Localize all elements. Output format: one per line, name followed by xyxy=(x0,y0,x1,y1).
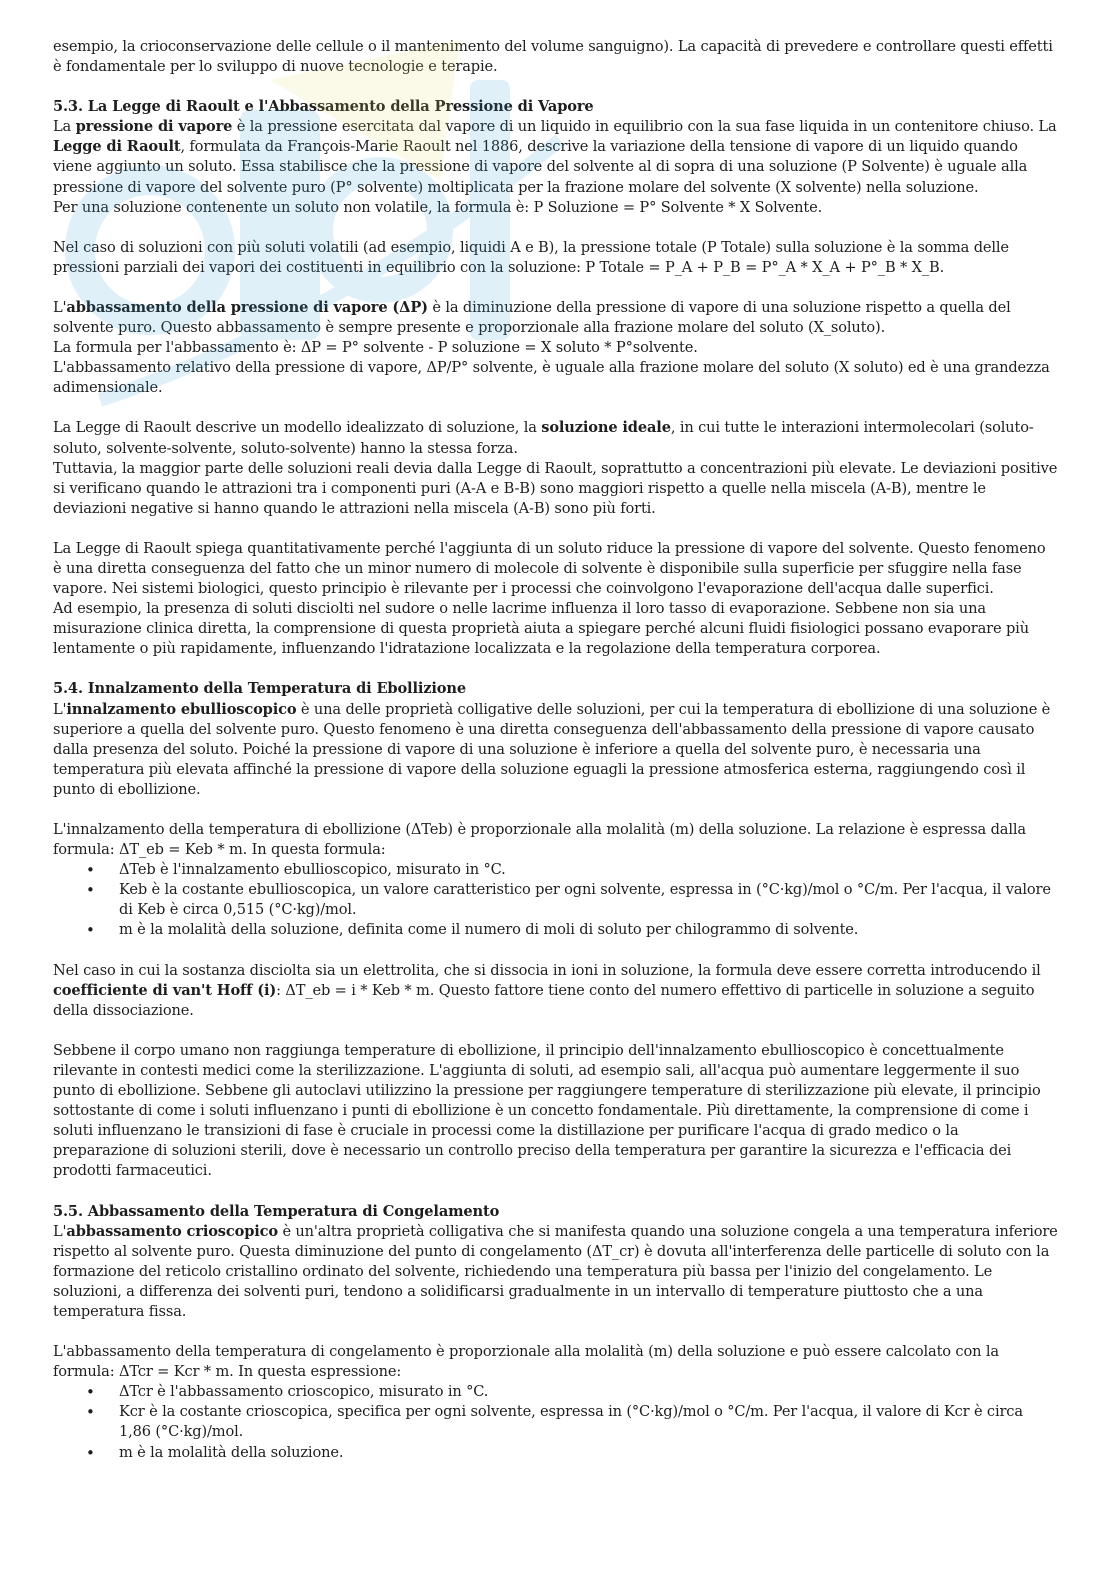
s54-bullet-list xyxy=(53,860,1058,940)
list-item: • ΔTcr è l'abbassamento crioscopico, misurato in °C. xyxy=(53,1382,1058,1402)
term-abbassamento-crioscopico: abbassamento crioscopico xyxy=(66,1222,278,1240)
term-pressione-di-vapore: pressione di vapore xyxy=(75,118,233,136)
list-item: • m è la molalità della soluzione. xyxy=(53,1443,1058,1463)
list-item: • m è la molalità della soluzione, definita come il numero di moli di soluto per chilogrammo di solvente. xyxy=(53,920,1058,940)
term-legge-di-raoult: Legge di Raoult xyxy=(53,138,181,156)
s55-bullet-list xyxy=(53,1382,1058,1462)
term-abbassamento-pressione: abbassamento della pressione di vapore (ΔP) xyxy=(66,298,428,316)
section-5-4-heading: 5.4. Innalzamento della Temperatura di Ebollizione xyxy=(53,680,466,698)
term-coefficiente-van-t-hoff: coefficiente di van't Hoff (i) xyxy=(53,981,277,999)
list-item: • Kcr è la costante crioscopica, specifica per ogni solvente, espressa in (°C·kg)/mol o °C/m. Per l'acqua, il valore di Kcr è circa 1,86 (°C·kg)/mol. xyxy=(53,1402,1058,1442)
s53-paragraph-2: Per una soluzione contenente un soluto non volatile, la formula è: P Soluzione = P° Solvente * X Solvente. xyxy=(53,198,823,216)
s53-paragraph-8: Tuttavia, la maggior parte delle soluzioni reali devia dalla Legge di Raoult, soprattutto a concentrazioni più elevate. Le deviazioni positive si verificano quando le attrazioni tra i componenti puri (A-A e B-B) sono maggiori rispetto a quelle nella miscela (A-B), mentre le deviazioni negative si hanno quando le attrazioni nella miscela (A-B) sono più forti. xyxy=(53,459,1058,517)
section-5-3-heading: 5.3. La Legge di Raoult e l'Abbassamento della Pressione di Vapore xyxy=(53,98,594,116)
s53-paragraph-7: La Legge di Raoult descrive un modello idealizzato di soluzione, la soluzione ideale, in cui tutte le interazioni intermolecolari (soluto-soluto, solvente-solvente, soluto-solvente) hanno la stessa forza. xyxy=(53,419,1034,457)
list-item: • ΔTeb è l'innalzamento ebullioscopico, misurato in °C. xyxy=(53,860,1058,880)
term-soluzione-ideale: soluzione ideale xyxy=(541,419,671,437)
s54-paragraph-3: Nel caso in cui la sostanza disciolta sia un elettrolita, che si dissocia in ioni in soluzione, la formula deve essere corretta introducendo il coefficiente di van't Hoff (i): ΔT_eb = i * Keb * m. Questo fattore tiene conto del numero effettivo di particelle in soluzione a seguito della dissociazione. xyxy=(53,961,1041,1019)
s53-paragraph-9: La Legge di Raoult spiega quantitativamente perché l'aggiunta di un soluto riduce la pressione di vapore del solvente. Questo fenomeno è una diretta conseguenza del fatto che un minor numero di molecole di solvente è disponibile sulla superficie per sfuggire nella fase vapore. Nei sistemi biologici, questo principio è rilevante per i processi che coinvolgono l'evaporazione dell'acqua dalle superfici. xyxy=(53,539,1046,598)
s53-paragraph-10: Ad esempio, la presenza di soluti disciolti nel sudore o nelle lacrime influenza il loro tasso di evaporazione. Sebbene non sia una misurazione clinica diretta, la comprensione di questa proprietà aiuta a spiegare perché alcuni fluidi fisiologici possano evaporare più lentamente o più rapidamente, influenzando l'idratazione localizzata e la regolazione della temperatura corporea. xyxy=(53,600,1029,658)
term-innalzamento-ebullioscopico: innalzamento ebullioscopico xyxy=(66,700,297,718)
s53-paragraph-3: Nel caso di soluzioni con più soluti volatili (ad esempio, liquidi A e B), la pressione totale (P Totale) sulla soluzione è la somma delle pressioni parziali dei vapori dei costituenti in equilibrio con la soluzione: P Totale = P_A + P_B = P°_A * X_A + P°_B * X_B. xyxy=(53,238,1009,276)
s54-paragraph-2: L'innalzamento della temperatura di ebollizione (ΔTeb) è proporzionale alla molalità (m) della soluzione. La relazione è espressa dalla formula: ΔT_eb = Keb * m. In questa formula: xyxy=(53,821,1026,859)
s53-paragraph-4: L'abbassamento della pressione di vapore (ΔP) è la diminuzione della pressione di vapore di una soluzione rispetto a quella del solvente puro. Questo abbassamento è sempre presente e proporzionale alla frazione molare del soluto (X_soluto). xyxy=(53,298,1011,337)
s53-paragraph-1: La pressione di vapore è la pressione esercitata dal vapore di un liquido in equilibrio con la sua fase liquida in un contenitore chiuso. La Legge di Raoult, formulata da François-Marie Raoult nel 1886, descrive la variazione della tensione di vapore di un liquido quando viene aggiunto un soluto. Essa stabilisce che la pressione di vapore del solvente al di sopra di una soluzione (P Solvente) è uguale alla pressione di vapore del solvente puro (P° solvente) moltiplicata per la frazione molare del solvente (X solvente) nella soluzione. xyxy=(53,118,1057,196)
s55-paragraph-1: L'abbassamento crioscopico è un'altra proprietà colligativa che si manifesta quando una soluzione congela a una temperatura inferiore rispetto al solvente puro. Questa diminuzione del punto di congelamento (ΔT_cr) è dovuta all'interferenza delle particelle di soluto con la formazione del reticolo cristallino ordinato del solvente, richiedendo una temperatura più bassa per l'inizio del congelamento. Le soluzioni, a differenza dei solventi puri, tendono a solidificarsi gradualmente in un intervallo di temperature piuttosto che a una temperatura fissa. xyxy=(53,1222,1058,1320)
s54-paragraph-4: Sebbene il corpo umano non raggiunga temperature di ebollizione, il principio dell'innalzamento ebullioscopico è concettualmente rilevante in contesti medici come la sterilizzazione. L'aggiunta di soluti, ad esempio sali, all'acqua può aumentare leggermente il suo punto di ebollizione. Sebbene gli autoclavi utilizzino la pressione per raggiungere temperature di sterilizzazione più elevate, il principio sottostante di come i soluti influenzano i punti di ebollizione è un concetto fondamentale. Più direttamente, la comprensione di come i soluti influenzano le transizioni di fase è cruciale in processi come la distillazione per purificare l'acqua di grado medico o la preparazione di soluzioni sterili, dove è necessario un controllo preciso della temperatura per garantire la sicurezza e l'efficacia dei prodotti farmaceutici. xyxy=(53,1041,1041,1180)
s53-paragraph-5: La formula per l'abbassamento è: ΔP = P° solvente - P soluzione = X soluto * P°solvente. xyxy=(53,339,698,357)
intro-paragraph: esempio, la crioconservazione delle cellule o il mantenimento del volume sanguigno). La capacità di prevedere e controllare questi effetti è fondamentale per lo sviluppo di nuove tecnologie e terapie. xyxy=(53,38,1053,76)
s53-paragraph-6: L'abbassamento relativo della pressione di vapore, ΔP/P° solvente, è uguale alla frazione molare del soluto (X soluto) ed è una grandezza adimensionale. xyxy=(53,359,1050,397)
s54-paragraph-1: L'innalzamento ebullioscopico è una delle proprietà colligative delle soluzioni, per cui la temperatura di ebollizione di una soluzione è superiore a quella del solvente puro. Questo fenomeno è una diretta conseguenza dell'abbassamento della pressione di vapore causato dalla presenza del soluto. Poiché la pressione di vapore di una soluzione è inferiore a quella del solvente puro, è necessaria una temperatura più elevata affinché la pressione di vapore della soluzione eguagli la pressione atmosferica esterna, raggiungendo così il punto di ebollizione. xyxy=(53,700,1051,798)
section-5-5-heading: 5.5. Abbassamento della Temperatura di Congelamento xyxy=(53,1202,500,1220)
s55-paragraph-2: L'abbassamento della temperatura di congelamento è proporzionale alla molalità (m) della soluzione e può essere calcolato con la formula: ΔTcr = Kcr * m. In questa espressione: xyxy=(53,1343,999,1381)
list-item: • Keb è la costante ebullioscopica, un valore caratteristico per ogni solvente, espressa in (°C·kg)/mol o °C/m. Per l'acqua, il valore di Keb è circa 0,515 (°C·kg)/mol. xyxy=(53,880,1058,920)
